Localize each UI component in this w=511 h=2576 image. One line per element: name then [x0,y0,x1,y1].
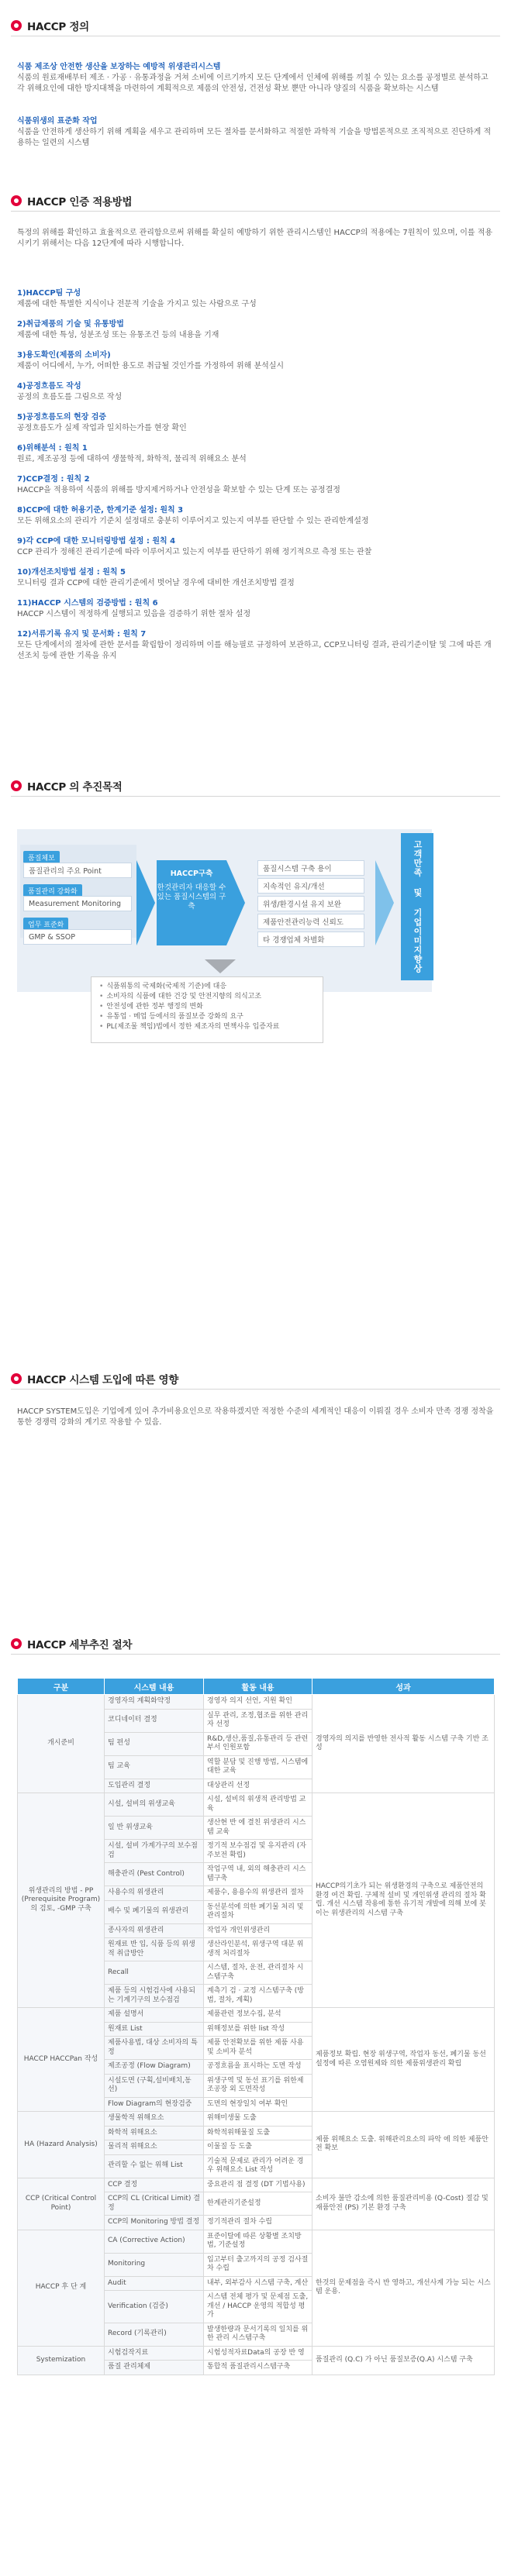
system-content-cell: 품질 관리체제 [105,2361,204,2375]
system-content-cell: 화학적 위해요소 [105,2126,204,2140]
activity-cell: 화학적위해물질 도출 [204,2126,312,2140]
paragraph-body: 식품을 안전하게 생산하기 위해 계획을 세우고 관리하며 모든 절차를 문서화하고 적절한 과학적 기술을 방법론적으로 조직적으로 진단하게 적용하는 일련의 시스템 [17,128,492,148]
paragraph-body: 식품의 원료재배부터 제조 · 가공 · 유통과정을 거쳐 소비에 이르기까지 모든 단계에서 인체에 위해를 끼칠 수 있는 요소를 공정별로 분석하고 각 위해요인에 대한 방지대책을 마련하여 계획적으로 제품의 안전성, 건전성 확보 뿐만 아니라 양질의 식품을 확보하는 시스템 [17,74,489,94]
definition-block-2 [17,116,494,150]
section-title: HACCP 시스템 도입에 따른 영향 [27,1374,178,1386]
bullet-circle-icon [11,780,22,791]
divider [11,796,500,797]
step-heading: 8)CCP에 대한 허용기준, 한계기준 설정: 원칙 3 [17,506,184,515]
activity-cell: 제품 안전확보를 위한 제품 사용 및 소비자 분석 [204,2037,312,2060]
system-content-cell: Verification (검증) [105,2291,204,2323]
step-body: 모든 단계에서의 절차에 관한 문서를 확립함이 정리하며 이를 해능필로 규정하여 보관하고, CCP모니터링 결과, 관리기준이탈 및 그에 따른 개선조치 등에 관한 기록을 유지 [17,641,492,661]
system-content-cell: Monitoring [105,2253,204,2276]
system-content-cell: Audit [105,2276,204,2291]
bullet-circle-icon [11,1373,22,1384]
result-item: 타 경쟁업체 차별화 [257,932,364,947]
note-item: • 유통업 · 메업 등에서의 품질보증 강화의 요구 [99,1012,315,1022]
core-body: 한것관리자 대응할 수 있는 품질시스템의 구축 [157,883,226,911]
system-content-cell: 시험검작지료 [105,2346,204,2361]
divider [11,1654,500,1655]
activity-cell: 시스템 전체 평가 및 문제점 도출, 개선 / HACCP 운영의 적합성 평가 [204,2291,312,2323]
step-body: HACCP 시스템이 적정하게 실행되고 있음을 검증하기 위한 절차 설정 [17,610,251,619]
activity-cell: R&D,생산,품질,유통관리 등 관련부서 인원포함 [204,1732,312,1755]
system-content-cell: 배수 및 폐기물의 위생관리 [105,1900,204,1923]
diagram-tab: 업무 표준화 [23,918,68,931]
definition-block-1 [17,62,494,95]
core-block [157,860,226,945]
column-header: 성과 [312,1679,495,1695]
activity-cell: 작업구역 내, 외의 해충관리 시스템구축 [204,1863,312,1886]
system-content-cell: 원재료 반 입, 식품 등의 위생적 취급방안 [105,1938,204,1961]
step-heading: 9)각 CCP에 대한 모니터링방법 설정 : 원칙 4 [17,537,176,546]
note-item: • PL(제조물 책임)법에서 정한 제조자의 면책사유 입증자료 [99,1022,315,1032]
diagram-box: 품질관리의 주요 Point [23,863,132,878]
activity-cell: 경영자 의지 선언, 지원 확인 [204,1695,312,1710]
activity-cell: 입고부터 출고까지의 공정 검사절차 수립 [204,2253,312,2276]
activity-cell: 시험성적자료Data의 공장 반 영 [204,2346,312,2361]
system-content-cell: 코디네이터 결정 [105,1709,204,1732]
diagram-box: Measurement Monitoring [23,896,132,911]
activity-cell: 한계관리기준설정 [204,2192,312,2216]
activity-cell: 발생한량과 문서기록의 일치를 위한 관리 시스템구축 [204,2323,312,2346]
diagram-tab: 품질관리 강화화 [23,884,82,897]
section-title: HACCP 인증 적용방법 [27,196,133,208]
step-heading: 4)공정흐름도 작성 [17,382,81,391]
system-content-cell: 물리적 위해요소 [105,2140,204,2155]
step-body: 공정의 흐름도를 그림으로 작성 [17,393,123,402]
table-row [18,2178,495,2192]
system-content-cell: 사용수의 위생관리 [105,1886,204,1901]
section-header-impact [11,1370,178,1387]
paragraph-heading: 식품위생의 표준화 작업 [17,117,98,126]
step-body: 제품에 대한 특별한 지식이나 전문적 기술을 가지고 있는 사람으로 구성 [17,300,257,309]
table-row [18,1793,495,1817]
group-name-cell: CCP (Critical Control Point) [18,2178,105,2230]
result-cell: 한것의 문제점을 즉시 반 영하고, 개선사계 가능 되는 시스템 운용. [312,2230,495,2346]
activity-cell: 제품관련 정보수집, 분석 [204,2008,312,2023]
step-body: 제품이 어디에서, 누가, 어떠한 용도로 취급될 것인가를 가정하여 위해 분석실시 [17,362,285,371]
activity-cell: 작업자 개인위생관리 [204,1923,312,1938]
method-step [17,381,494,403]
section-header-definition [11,17,89,34]
section-title: HACCP 정의 [27,21,89,33]
system-content-cell: 제품 설명서 [105,2008,204,2023]
system-content-cell: Record (기록관리) [105,2323,204,2346]
step-body: 모니터링 결과 CCP에 대한 관리기준에서 벗어날 경우에 대비한 개선조치방법 결정 [17,579,295,588]
group-name-cell: HACCP 후 단 계 [18,2230,105,2346]
system-content-cell: CCP의 Monitoring 방법 결정 [105,2216,204,2230]
system-content-cell: CCP의 CL (Critical Limit) 결정 [105,2192,204,2216]
activity-cell: 위해미생물 도출 [204,2112,312,2127]
purpose-diagram [17,829,494,1046]
activity-cell: 시스템, 절차, 운전, 관리절차 시스템구축 [204,1961,312,1985]
system-content-cell: 시설, 설비 가계가구의 보수점검 [105,1840,204,1863]
result-cell: HACCP의기초가 되는 위생환경의 구축으로 제품안전의 환경 여건 확립. 구체적 설비 및 개인위생 관리의 절차 확립. 개선 시스템 작용에 통한 유기적 개발에 의해 보에 봇이는 위생관리의 시스템 구축 [312,1793,495,2008]
result-cell: 소비자 불만 감소에 의한 품질관리비용 (Q-Cost) 절감 및 재품안전 (PS) 기본 환경 구축 [312,2178,495,2230]
table-body [18,1695,495,2375]
result-item: 품질시스템 구축 용이 [257,860,364,876]
group-name-cell: 개시준비 [18,1695,105,1793]
divider [11,1389,500,1390]
activity-cell: 실무 관리, 조정,협조를 위한 관리자 선정 [204,1709,312,1732]
section-header-purpose [11,777,122,794]
arrow-down-icon [205,959,236,973]
result-cell: 제품정보 확립. 현장 위생구역, 작업자 동선, 폐기물 동선 설정에 따른 오염원제와 의한 제품위생관리 확립 [312,2008,495,2112]
section-header-method [11,192,132,209]
group-name-cell: HA (Hazard Analysis) [18,2112,105,2178]
result-item: 지속적인 유지/개선 [257,878,364,894]
system-content-cell: 일 반 위생교육 [105,1817,204,1840]
core-title: HACCP구축 [170,870,213,878]
system-content-cell: 종사자의 위생관리 [105,1923,204,1938]
paragraph-heading: 식품 제조상 안전한 생산을 보장하는 예방적 위생관리시스템 [17,63,221,71]
table-row [18,2112,495,2127]
system-content-cell: Flow Diagram의 현장검증 [105,2097,204,2112]
method-step [17,629,494,663]
step-heading: 10)개선조치방법 설정 : 원칙 5 [17,568,126,577]
method-step [17,319,494,341]
result-item: 위생/환경시설 유지 보완 [257,896,364,911]
activity-cell: 내부, 외부감사 시스템 구축, 계산 [204,2276,312,2291]
method-step [17,505,494,527]
system-content-cell: 시설도면 (구획,설비배치,동선) [105,2074,204,2097]
system-content-cell: 팀 편성 [105,1732,204,1755]
activity-cell: 위해정보를 위한 list 작성 [204,2022,312,2037]
result-cell: 경영자의 의지를 반영한 전사적 활동 시스템 구축 기반 조성 [312,1695,495,1793]
step-body: HACCP을 적용하여 식품의 위해를 방지제거하거나 안전성을 확보할 수 있는 단계 또는 공정결정 [17,486,340,495]
activity-cell: 대상관리 선정 [204,1779,312,1793]
system-content-cell: 제조공정 (Flow Diagram) [105,2060,204,2075]
activity-cell: 계측기 검 · 교정 시스템구축 (방법, 절차, 계획) [204,1985,312,2008]
activity-cell: 생산현 반 에 결친 위생관리 시스템 교육 [204,1817,312,1840]
step-heading: 12)서류기록 유지 및 문서화 : 원칙 7 [17,630,147,639]
step-heading: 11)HACCP 시스템의 검증방법 : 원칙 6 [17,599,158,608]
arrow-right-icon [136,860,155,945]
step-body: 모든 위해요소의 관리가 기준치 설정대로 충분히 이루어지고 있는지 여부를 판단할 수 있는 관리한계설정 [17,517,369,526]
system-content-cell: 도입관리 결정 [105,1779,204,1793]
activity-cell: 중요관리 점 결정 (DT 기법사용) [204,2178,312,2192]
system-content-cell: 해충관리 (Pest Control) [105,1863,204,1886]
section-title: HACCP 세부추진 절차 [27,1639,133,1651]
table-row [18,2008,495,2023]
step-heading: 1)HACCP팀 구성 [17,289,81,298]
activity-cell: 위생구역 및 동선 표기를 위한제조공장 외 도면작성 [204,2074,312,2097]
step-heading: 5)공정흐름도의 현장 검증 [17,413,107,422]
system-content-cell: 경영자의 계획화약정 [105,1695,204,1710]
system-content-cell: 생물학적 위해요소 [105,2112,204,2127]
system-content-cell: CA (Corrective Action) [105,2230,204,2253]
system-content-cell: 원재료 List [105,2022,204,2037]
method-step [17,350,494,372]
activity-cell: 도면의 현장일치 여부 확인 [204,2097,312,2112]
activity-cell: 역할 분담 및 진행 방법, 시스템에 대한 교육 [204,1755,312,1779]
group-name-cell: HACCP HACCPan 작성 [18,2008,105,2112]
note-item: • 소비자의 식품에 대한 건강 및 안전지향의 의식고조 [99,992,315,1002]
activity-cell: 제품수, 용용수의 위생관리 절차 [204,1886,312,1901]
step-heading: 3)용도확인(제품의 소비자) [17,351,111,360]
result-item: 제품안전관리능력 신뢰도 [257,914,364,929]
background-notes [91,976,323,1043]
column-header: 시스템 내용 [105,1679,204,1695]
step-heading: 6)위해분석 : 원칙 1 [17,444,88,453]
activity-cell: 표준이탈에 따른 상황별 조치방법, 기준설정 [204,2230,312,2253]
diagram-box: GMP & SSOP [23,929,132,945]
system-content-cell: 제품사용법, 대상 소비자의 특정 [105,2037,204,2060]
result-cell: 제품 위해요소 도출. 위해관리요소의 파악 에 의한 제품안전 확보 [312,2112,495,2178]
system-content-cell: CCP 결정 [105,2178,204,2192]
step-body: 공정흐름도가 실제 작업과 일치하는가를 현장 확인 [17,424,187,433]
result-cell: 품질관리 (Q.C) 가 아닌 품질보증(Q.A) 시스템 구축 [312,2346,495,2375]
goal-box: 고객만족 및 기업이미지향상 [401,833,433,980]
column-header: 구분 [18,1679,105,1695]
step-heading: 7)CCP결정 : 원칙 2 [17,475,90,484]
group-name-cell: Systemization [18,2346,105,2375]
divider [11,211,500,212]
table-row [18,2346,495,2361]
arrow-right-icon [226,860,245,945]
column-header: 활동 내용 [204,1679,312,1695]
section-title: HACCP 의 추진목적 [27,781,123,794]
diagram-tab: 품질체보 [23,851,60,864]
note-item: • 안전성에 관한 정부 행정의 변화 [99,1002,315,1012]
method-step [17,474,494,496]
method-step [17,536,494,558]
method-step [17,412,494,434]
bullet-circle-icon [11,20,22,31]
group-name-cell: 위생관리의 방법 - PP (Prerequisite Program)의 검토, -GMP 구축 [18,1793,105,2008]
activity-cell: 이물질 등 도출 [204,2140,312,2155]
impact-body: HACCP SYSTEM도입은 기업에게 있어 추가비용요인으로 작용하겠지만 적정한 수준의 세계적인 대응이 이뤄질 경우 소비자 만족 경쟁 정착을 통한 경쟁력 강화의 계기로 작용할 수 있음. [17,1407,494,1427]
activity-cell: 통합적 품질관리시스템구축 [204,2361,312,2375]
procedure-table [17,1678,495,2375]
system-content-cell: Recall [105,1961,204,1985]
system-content-cell: 관리할 수 없는 위해 List [105,2154,204,2178]
method-step [17,288,494,310]
method-step [17,567,494,589]
activity-cell: 동선분석에 의한 폐기물 처리 및 관리절차 [204,1900,312,1923]
activity-cell: 정기적 보수점검 및 유지관리 (자주보전 확립) [204,1840,312,1863]
section-header-procedure [11,1635,132,1652]
bullet-circle-icon [11,1638,22,1649]
activity-cell: 기술적 문제로 관리가 어려운 경우 위해요소 List 작성 [204,2154,312,2178]
system-content-cell: 제품 등의 시험검사에 사용되는 기계기구의 보수점검 [105,1985,204,2008]
method-step [17,443,494,465]
activity-cell: 공정흐름을 표시하는 도면 작성 [204,2060,312,2075]
arrow-right-icon [375,860,394,945]
table-row [18,1695,495,1710]
activity-cell: 생산라인분석, 위생구역 대분 위생적 처리절차 [204,1938,312,1961]
system-content-cell: 팀 교육 [105,1755,204,1779]
method-step [17,598,494,620]
table-header-row [18,1679,495,1695]
activity-cell: 시설, 설비의 위생적 관리방법 교육 [204,1793,312,1817]
bullet-circle-icon [11,195,22,206]
step-body: 제품에 대한 특성, 성분조성 또는 유통조건 등의 내용을 기재 [17,331,219,340]
method-intro: 특정의 위해를 확인하고 효율적으로 관리함으로써 위해를 확실히 예방하기 위한 관리시스템인 HACCP의 적용에는 7원칙이 있으며, 이를 적용시키기 위해서는 다음 12단계에 따라 시행합니다. [17,229,493,249]
activity-cell: 정기적관리 절차 수립 [204,2216,312,2230]
step-body: CCP 관리가 정해진 관리기준에 따라 이루어지고 있는지 여부를 판단하기 위해 정기적으로 측정 또는 관찰 [17,548,372,557]
step-heading: 2)취급제품의 기술 및 유통방법 [17,320,124,329]
step-body: 원료, 제조공정 등에 대하여 생물학적, 화학적, 물리적 위해요소 분석 [17,455,247,464]
table-row [18,2230,495,2253]
system-content-cell: 시설, 설비의 위생교육 [105,1793,204,1817]
note-item: • 식품위통의 국제화(국제적 기준)에 대응 [99,982,315,992]
